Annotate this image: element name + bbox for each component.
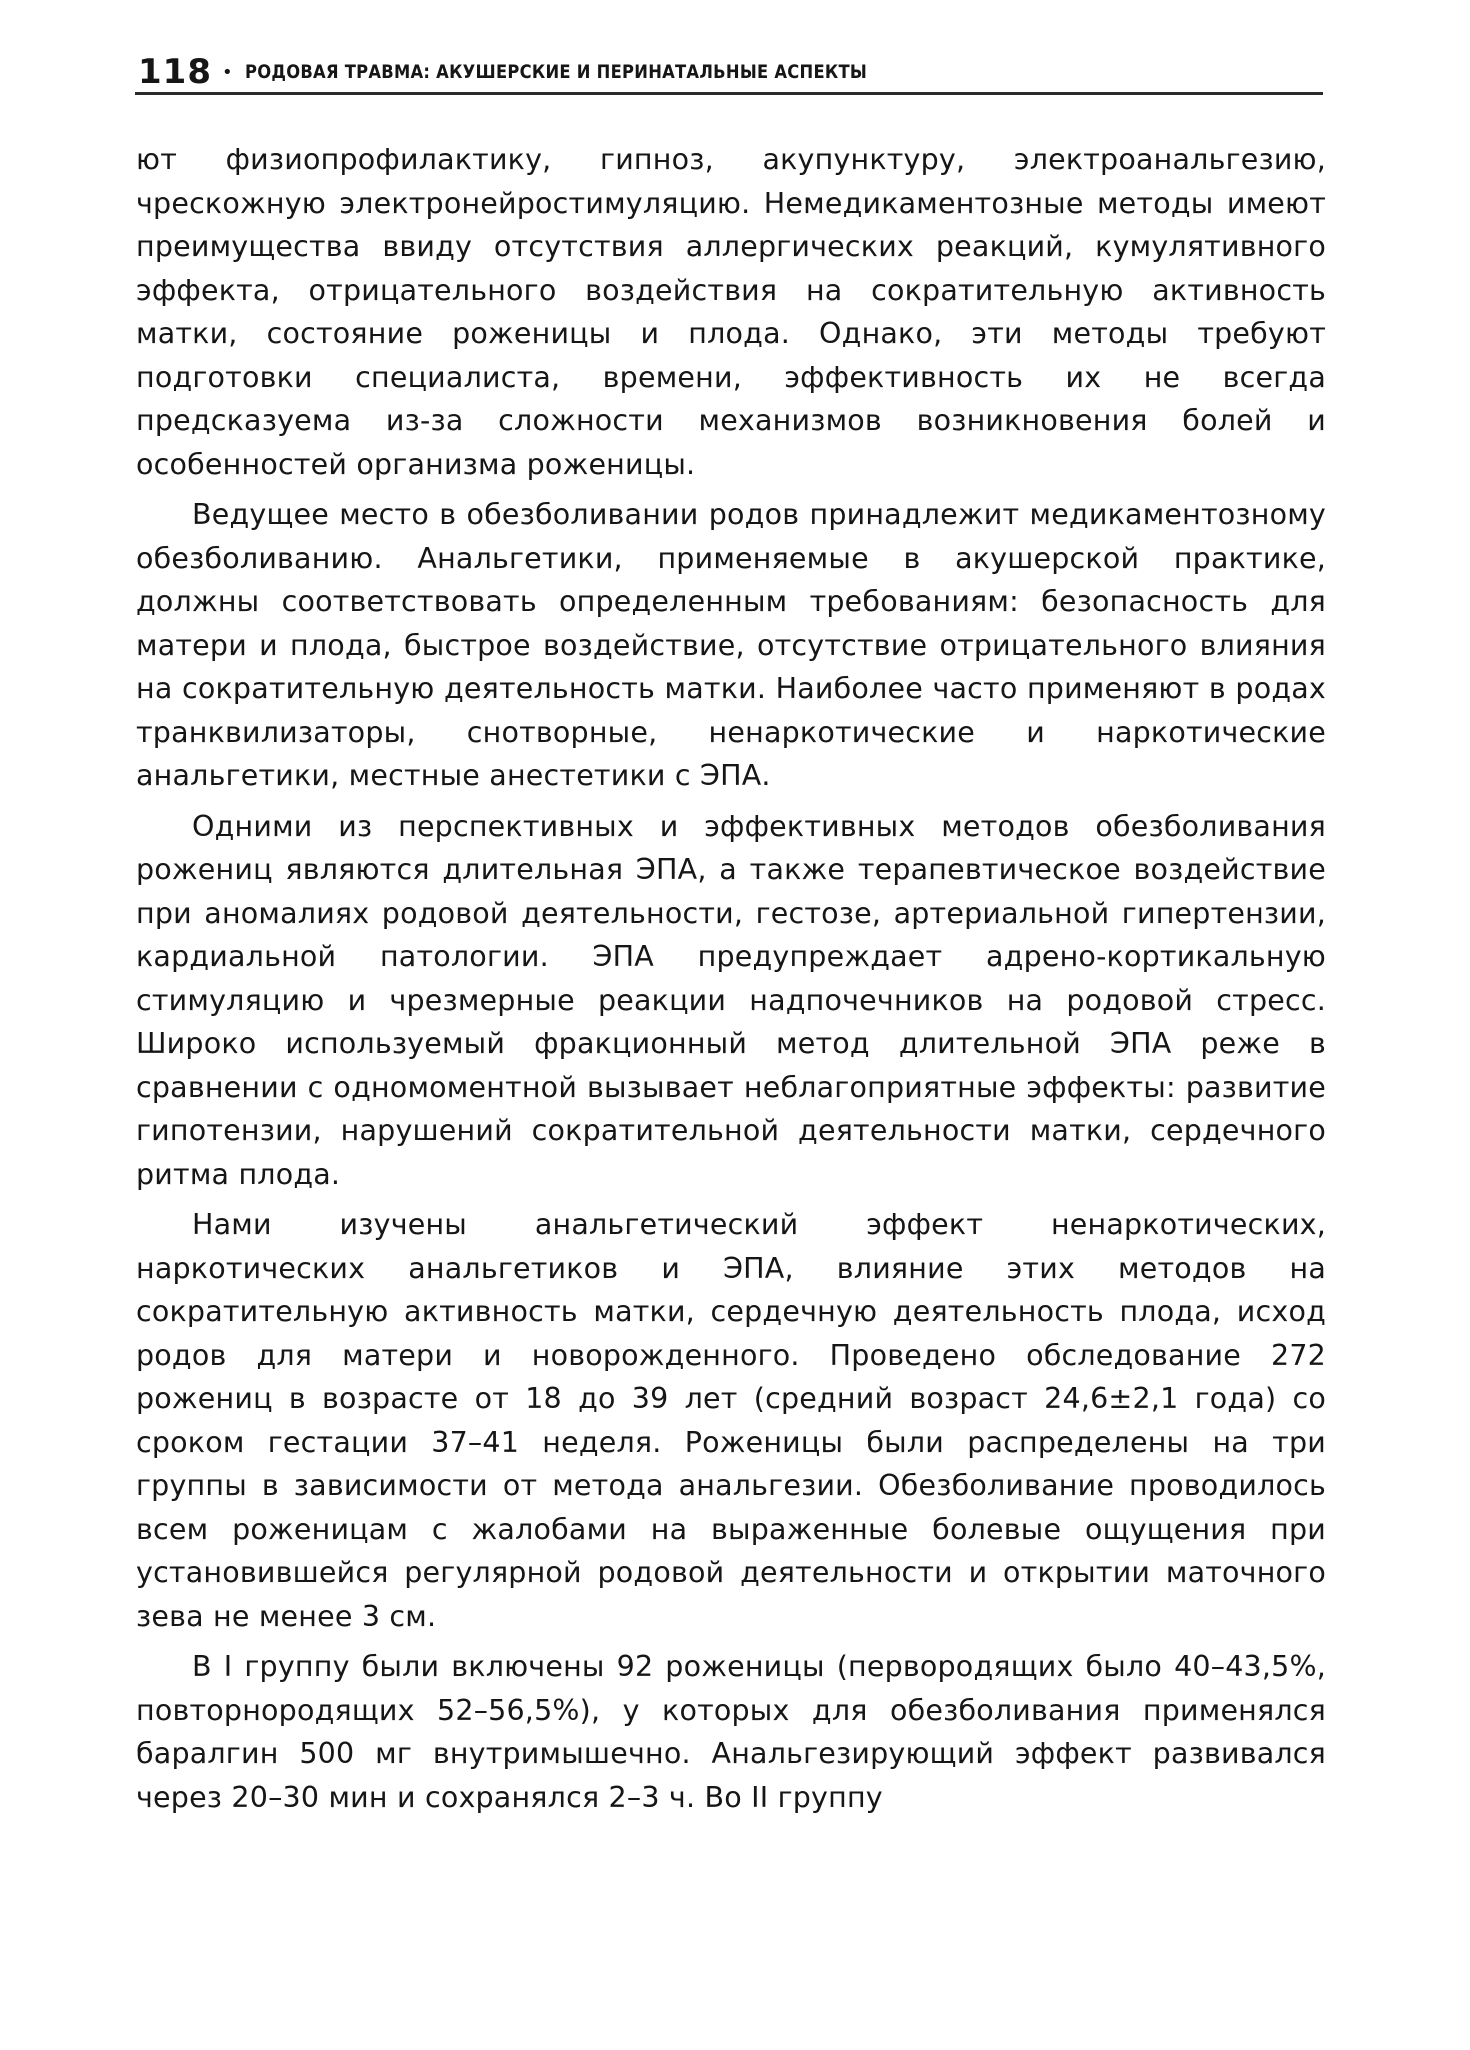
paragraph-3: Одними из перспективных и эффективных методов обезболивания рожениц являются длительная ЭПА, а также терапевтическое воздействие при аномалиях родовой деятельности, гестозе, артериальной гипертензии, кардиальной патологии. ЭПА предупреждает адрено-кортикальную стимуляцию и чрезмерные реакции надпочечников на родовой стресс. Широко используемый фракционный метод длительной ЭПА реже в сравнении с одномоментной вызывает неблагоприятные эффекты: развитие гипотензии, нарушений сократительной деятельности матки, сердечного ритма плода. xyxy=(136,809,1326,1191)
running-head xyxy=(138,50,1318,94)
chapter-title: РОДОВАЯ ТРАВМА: АКУШЕРСКИЕ И ПЕРИНАТАЛЬНЫЕ АСПЕКТЫ xyxy=(244,61,867,83)
page-number: 118 xyxy=(138,52,212,92)
paragraph-1: ют физиопрофилактику, гипноз, акупунктуру, электроанальгезию, чрескожную электронейростимуляцию. Немедикаментозные методы имеют преимущества ввиду отсутствия аллергических реакций, кумулятивного эффекта, отрицательного воздействия на сократительную активность матки, состояние роженицы и плода. Однако, эти методы требуют подготовки специалиста, времени, эффективность их не всегда предсказуема из-за сложности механизмов возникновения болей и особенностей организма роженицы. xyxy=(136,143,1326,481)
paragraph-4: Нами изучены анальгетический эффект ненаркотических, наркотических анальгетиков и ЭПА, влияние этих методов на сократительную активность матки, сердечную деятельность плода, исход родов для матери и новорожденного. Проведено обследование 272 рожениц в возрасте от 18 до 39 лет (средний возраст 24,6±2,1 года) со сроком гестации 37–41 неделя. Роженицы были распределены на три группы в зависимости от метода анальгезии. Обезболивание проводилось всем роженицам с жалобами на выраженные болевые ощущения при установившейся регулярной родовой деятельности и открытии маточного зева не менее 3 см. xyxy=(136,1208,1326,1633)
paragraph-2: Ведущее место в обезболивании родов принадлежит медикаментозному обезболиванию. Анальгетики, применяемые в акушерской практике, должны соответствовать определенным требованиям: безопасность для матери и плода, быстрое воздействие, отсутствие отрицательного влияния на сократительную деятельность матки. Наиболее часто применяют в родах транквилизаторы, снотворные, ненаркотические и наркотические анальгетики, местные анестетики с ЭПА. xyxy=(136,498,1326,792)
header-bullet: • xyxy=(221,61,233,83)
paragraph-5: В I группу были включены 92 роженицы (первородящих было 40–43,5%, повторнородящих 52–56,5%), у которых для обезболивания применялся баралгин 500 мг внутримышечно. Анальгезирующий эффект развивался через 20–30 мин и сохранялся 2–3 ч. Во II группу xyxy=(136,1650,1326,1814)
header-rule xyxy=(135,92,1323,95)
body-text xyxy=(136,138,1326,1826)
